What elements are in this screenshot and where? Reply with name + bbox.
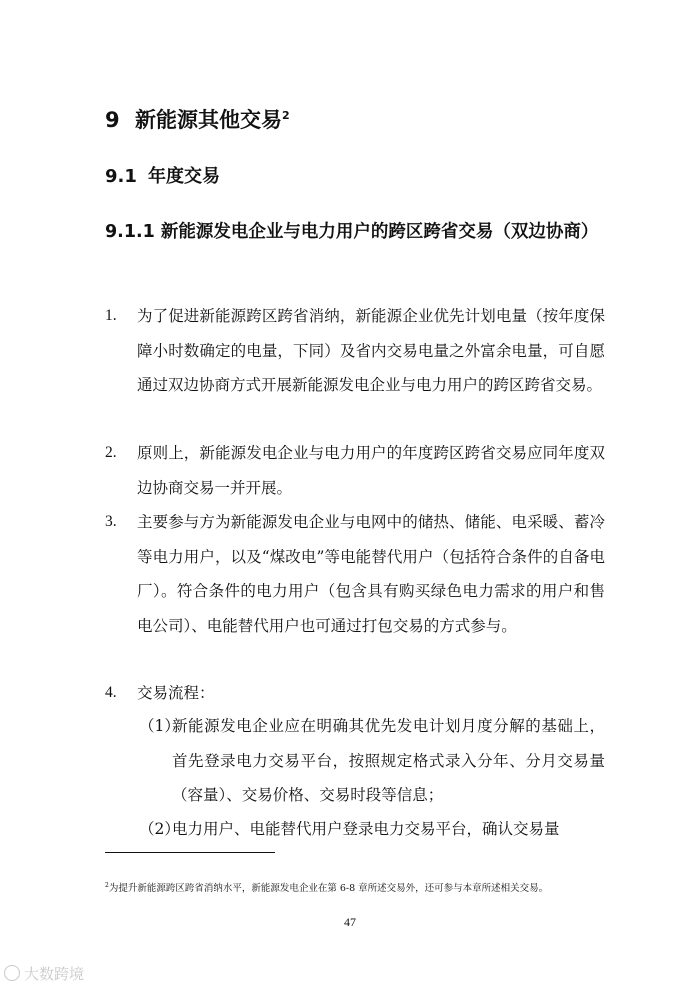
list-item-number: 3. [105, 513, 117, 530]
list-item [105, 436, 605, 505]
section-title: 年度交易 [148, 166, 220, 187]
footnote-marker: 2 [105, 881, 109, 889]
chapter-number: 9 [105, 108, 120, 132]
sub-list-item-text: 新能源发电企业应在明确其优先发电计划月度分解的基础上，首先登录电力交易平台，按照规定格式录入分年、分月交易量（容量）、交易价格、交易时段等信息； [172, 717, 605, 804]
subsection-title: 新能源发电企业与电力用户的跨区跨省交易（双边协商） [160, 222, 599, 242]
page-number: 47 [344, 915, 356, 929]
list-item-text: 交易流程： [137, 684, 215, 702]
footnote [105, 880, 605, 894]
list-item-number: 2. [105, 444, 117, 461]
list-item [105, 299, 605, 403]
list-item-number: 1. [105, 307, 117, 324]
list-item-text: 主要参与方为新能源发电企业与电网中的储热、储能、电采暖、蓄冷等电力用户，以及“煤改电”等电能替代用户（包括符合条件的自备电厂）。符合条件的电力用户（包含具有购买绿色电力需求的用户和售电公司）、电能替代用户也可通过打包交易的方式参与。 [137, 513, 605, 635]
watermark-text: 大数跨境 [24, 965, 85, 983]
sub-list-item-number: （2） [139, 820, 180, 838]
sub-list-item [139, 709, 605, 813]
list-item-text: 为了促进新能源跨区跨省消纳，新能源企业优先计划电量（按年度保障小时数确定的电量，下同）及省内交易电量之外富余电量，可自愿通过双边协商方式开展新能源发电企业与电力用户的跨区跨省交易。 [137, 307, 605, 394]
subsection-heading [105, 214, 605, 250]
sub-list-item-text: 电力用户、电能替代用户登录电力交易平台，确认交易量 [172, 820, 560, 838]
sub-list-item-number: （1） [139, 717, 180, 735]
footnote-text: 为提升新能源跨区跨省消纳水平，新能源发电企业在第 6-8 章所述交易外，还可参与本章所述相关交易。 [108, 883, 549, 894]
list-item-text: 原则上，新能源发电企业与电力用户的年度跨区跨省交易应同年度双边协商交易一并开展。 [137, 444, 605, 497]
list-item [105, 676, 605, 711]
sub-list-item [139, 812, 605, 847]
chapter-heading [105, 104, 290, 134]
list-item-number: 4. [105, 684, 117, 701]
footnote-divider [105, 852, 275, 853]
section-heading [105, 162, 220, 188]
watermark [4, 963, 84, 984]
chapter-title: 新能源其他交易 [135, 108, 282, 132]
footnote-reference[interactable]: 2 [282, 109, 290, 122]
watermark-logo-icon [4, 965, 20, 981]
list-item [105, 505, 605, 643]
subsection-number: 9.1.1 [105, 222, 155, 242]
section-number: 9.1 [105, 166, 137, 187]
